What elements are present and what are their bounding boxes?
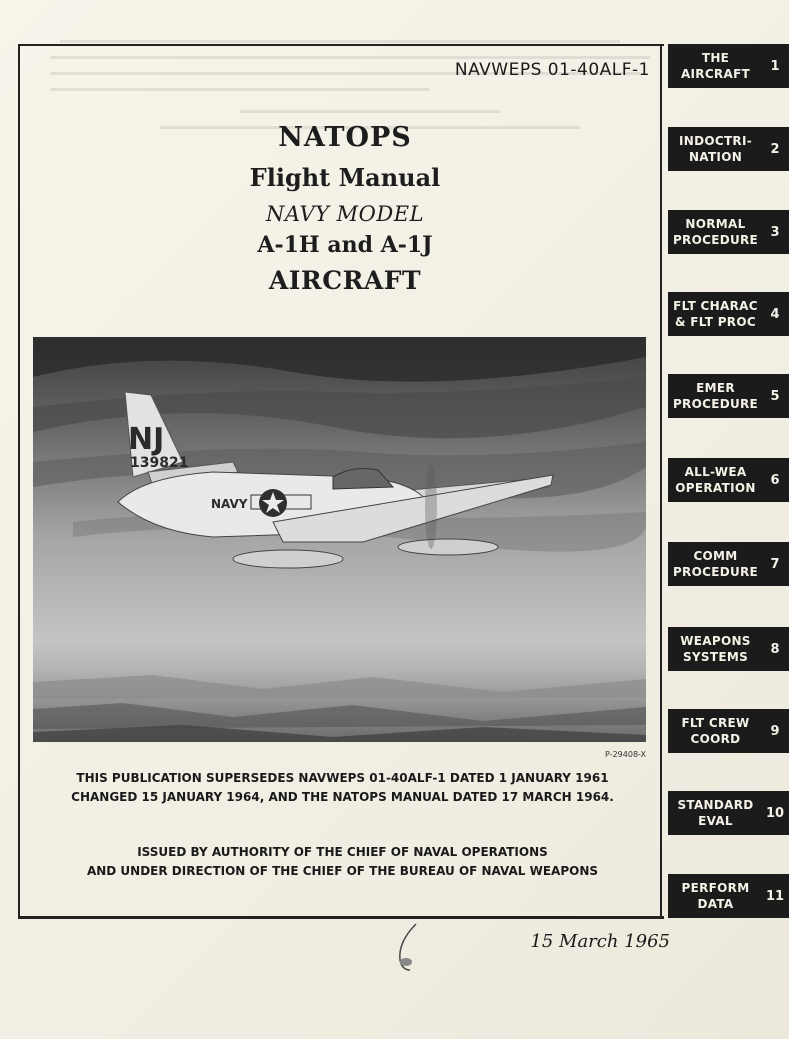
supersedes-line-2: CHANGED 15 JANUARY 1964, AND THE NATOPS MANUAL DATED 17 MARCH 1964. <box>71 790 614 804</box>
tab-label: THE AIRCRAFT <box>680 51 751 81</box>
tab-standard-eval[interactable] <box>668 791 789 835</box>
tab-number: 4 <box>770 306 780 322</box>
tab-label: NORMAL PROCEDURE <box>672 217 759 247</box>
aircraft-photo <box>33 337 646 742</box>
page-border-right <box>660 44 662 917</box>
tab-label: INDOCTRI- NATION <box>678 134 753 164</box>
tab-number: 2 <box>770 141 780 157</box>
navy-model-label: NAVY MODEL <box>265 202 425 226</box>
tab-all-weather-operation[interactable] <box>668 458 789 502</box>
tab-performance-data[interactable] <box>668 874 789 918</box>
aircraft-model: A-1H and A-1J <box>257 232 433 258</box>
tab-number: 8 <box>770 641 780 657</box>
tab-number: 5 <box>770 388 780 404</box>
tab-number: 11 <box>765 888 785 904</box>
tab-label: FLT CREW COORD <box>681 716 750 746</box>
photo-number: P-29408-X <box>605 750 646 759</box>
fuselage-navy-text: NAVY <box>211 497 248 511</box>
tab-number: 7 <box>770 556 780 572</box>
tab-indoctrination[interactable] <box>668 127 789 171</box>
publication-number: NAVWEPS 01-40ALF-1 <box>454 60 650 80</box>
tab-number: 6 <box>770 472 780 488</box>
publication-date: 15 March 1965 <box>530 931 670 952</box>
title-block <box>200 122 490 295</box>
title-natops: NATOPS <box>278 122 412 153</box>
tab-label: STANDARD EVAL <box>677 798 754 828</box>
tail-code: NJ <box>128 422 165 457</box>
tab-weapons-systems[interactable] <box>668 627 789 671</box>
tab-label: EMER PROCEDURE <box>672 381 759 411</box>
tail-number: 139821 <box>130 455 189 471</box>
tab-normal-procedure[interactable] <box>668 210 789 254</box>
tab-label: COMM PROCEDURE <box>672 549 759 579</box>
tab-label: ALL-WEA OPERATION <box>675 465 756 495</box>
aircraft-label: AIRCRAFT <box>268 266 422 295</box>
title-flight-manual: Flight Manual <box>249 163 441 192</box>
supersedes-notice <box>40 769 645 807</box>
tab-label: PERFORM DATA <box>681 881 750 911</box>
tab-number: 1 <box>770 58 780 74</box>
tab-label: FLT CHARAC & FLT PROC <box>673 299 758 329</box>
tab-number: 10 <box>765 805 785 821</box>
authority-notice <box>40 843 645 881</box>
tab-number: 3 <box>770 224 780 240</box>
authority-line-2: AND UNDER DIRECTION OF THE CHIEF OF THE BUREAU OF NAVAL WEAPONS <box>86 864 599 878</box>
tab-the-aircraft[interactable] <box>668 44 789 88</box>
tab-number: 9 <box>770 723 780 739</box>
tab-flight-crew-coord[interactable] <box>668 709 789 753</box>
tab-comm-procedure[interactable] <box>668 542 789 586</box>
tab-emergency-procedure[interactable] <box>668 374 789 418</box>
tab-label: WEAPONS SYSTEMS <box>680 634 751 664</box>
tab-flight-characteristics[interactable] <box>668 292 789 336</box>
pen-mark <box>392 920 432 975</box>
supersedes-line-1: THIS PUBLICATION SUPERSEDES NAVWEPS 01-40ALF-1 DATED 1 JANUARY 1961 <box>76 771 609 785</box>
authority-line-1: ISSUED BY AUTHORITY OF THE CHIEF OF NAVAL OPERATIONS <box>137 845 548 859</box>
